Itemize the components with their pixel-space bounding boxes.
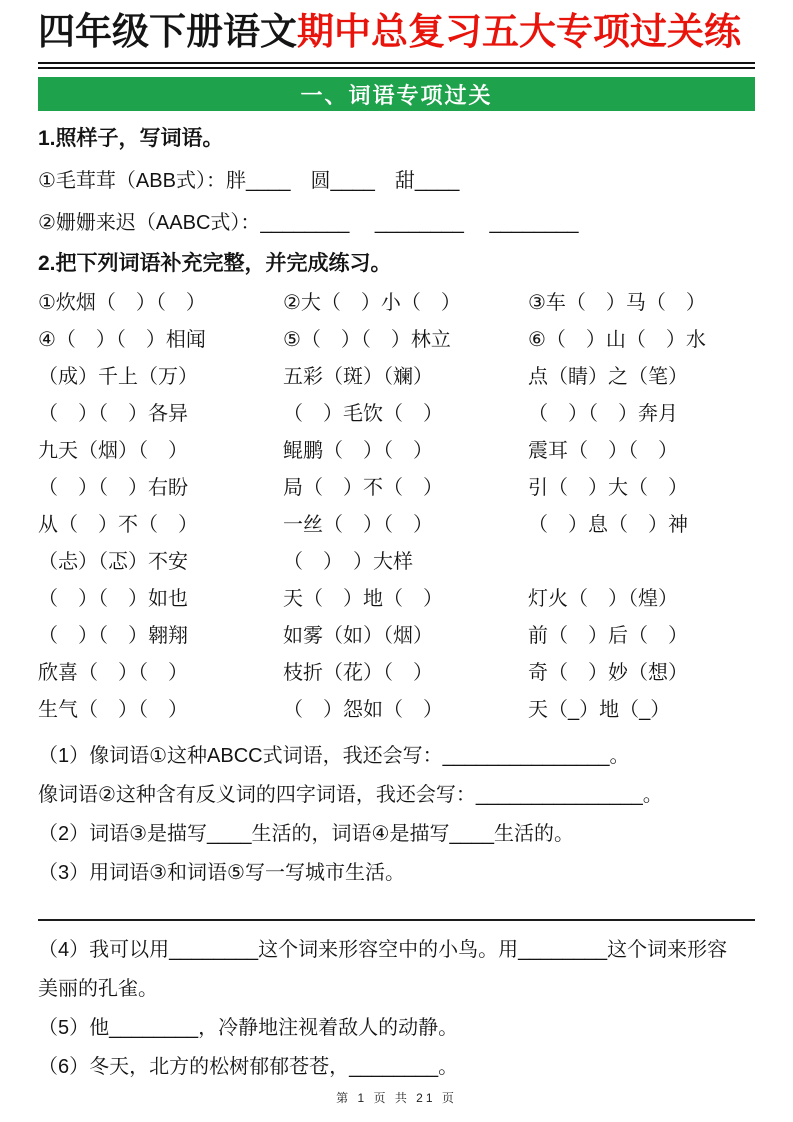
exercise1-line-abb: ①毛茸茸（ABB式）：胖____ 圆____ 甜____ [38, 170, 460, 193]
grid-cell: ①炊烟（ ）（ ） [38, 291, 206, 314]
grid-cell: 奇（ ）妙（想） [528, 661, 688, 684]
grid-cell: 震耳（ ）（ ） [528, 439, 678, 462]
grid-cell: 天（_）地（_） [528, 698, 671, 721]
question-1-line-2: 像词语②这种含有反义词的四字词语，我还会写：_______________。 [38, 783, 663, 806]
grid-cell: （ ）（ ）如也 [38, 587, 188, 610]
grid-cell: 一丝（ ）（ ） [283, 513, 433, 536]
grid-cell: 局（ ）不（ ） [283, 476, 443, 499]
grid-cell: 从（ ）不（ ） [38, 513, 198, 536]
question-5: （5）他________，冷静地注视着敌人的动静。 [38, 1016, 459, 1039]
grid-cell: 前（ ）后（ ） [528, 624, 688, 647]
grid-cell: 如雾（如）（烟） [283, 624, 433, 647]
question-3-answer-line [38, 919, 755, 921]
title-black-segment: 四年级下册语文 [38, 11, 297, 52]
exercise2-questions [38, 737, 755, 1087]
title-red-segment: 期中总复习五大专项过关练 [297, 11, 741, 52]
grid-cell: 鲲鹏（ ）（ ） [283, 439, 433, 462]
grid-cell: 五彩（斑）（斓） [283, 365, 433, 388]
grid-cell: （ ）毛饮（ ） [283, 402, 443, 425]
grid-cell: 九天（烟）（ ） [38, 439, 188, 462]
grid-cell: （成）千上（万） [38, 365, 198, 388]
grid-cell: （ ）（ ）各异 [38, 402, 188, 425]
grid-cell: （ ）（ ）翱翔 [38, 624, 188, 647]
question-3: （3）用词语③和词语⑤写一写城市生活。 [38, 861, 405, 884]
word-completion-grid [38, 285, 755, 729]
grid-cell: （ ）（ ）右盼 [38, 476, 188, 499]
grid-cell: ⑥（ ）山（ ）水 [528, 328, 706, 351]
question-2: （2）词语③是描写____生活的，词语④是描写____生活的。 [38, 822, 574, 845]
grid-cell [528, 544, 755, 581]
question-6: （6）冬天，北方的松树郁郁苍苍，________。 [38, 1055, 459, 1078]
grid-cell: 天（ ）地（ ） [283, 587, 443, 610]
question-4-line-1: （4）我可以用________这个词来形容空中的小鸟。用________这个词来形容 [38, 938, 728, 961]
grid-cell: ②大（ ）小（ ） [283, 291, 461, 314]
grid-cell: 生气（ ）（ ） [38, 698, 188, 721]
grid-cell: （忐）（忑）不安 [38, 550, 188, 573]
grid-cell: ③车（ ）马（ ） [528, 291, 706, 314]
grid-cell: 点（睛）之（笔） [528, 365, 688, 388]
section-banner [38, 77, 755, 111]
section-banner-label: 一、词语专项过关 [300, 82, 493, 108]
exercise2-heading: 2.把下列词语补充完整，并完成练习。 [38, 252, 392, 276]
grid-cell: 枝折（花）（ ） [283, 661, 433, 684]
page-title [38, 8, 755, 69]
exercise1-heading: 1.照样子，写词语。 [38, 127, 224, 151]
page-number-footer: 第 1 页 共 21 页 [336, 1091, 457, 1105]
grid-cell: 灯火（ ）（煌） [528, 587, 678, 610]
grid-cell: （ ） ）大样 [283, 550, 413, 573]
grid-cell: 欣喜（ ）（ ） [38, 661, 188, 684]
exercise1-line-aabc: ②姗姗来迟（AABC式）：________ ________ ________ [38, 212, 579, 235]
grid-cell: （ ）怨如（ ） [283, 698, 443, 721]
grid-cell: （ ）（ ）奔月 [528, 402, 678, 425]
question-1-line-1: （1）像词语①这种ABCC式词语，我还会写：_______________。 [38, 744, 630, 767]
question-4-line-2: 美丽的孔雀。 [38, 977, 158, 1000]
grid-cell: ④（ ）（ ）相闻 [38, 328, 206, 351]
grid-cell: 引（ ）大（ ） [528, 476, 688, 499]
grid-cell: ⑤（ ）（ ）林立 [283, 328, 451, 351]
grid-cell: （ ）息（ ）神 [528, 513, 688, 536]
